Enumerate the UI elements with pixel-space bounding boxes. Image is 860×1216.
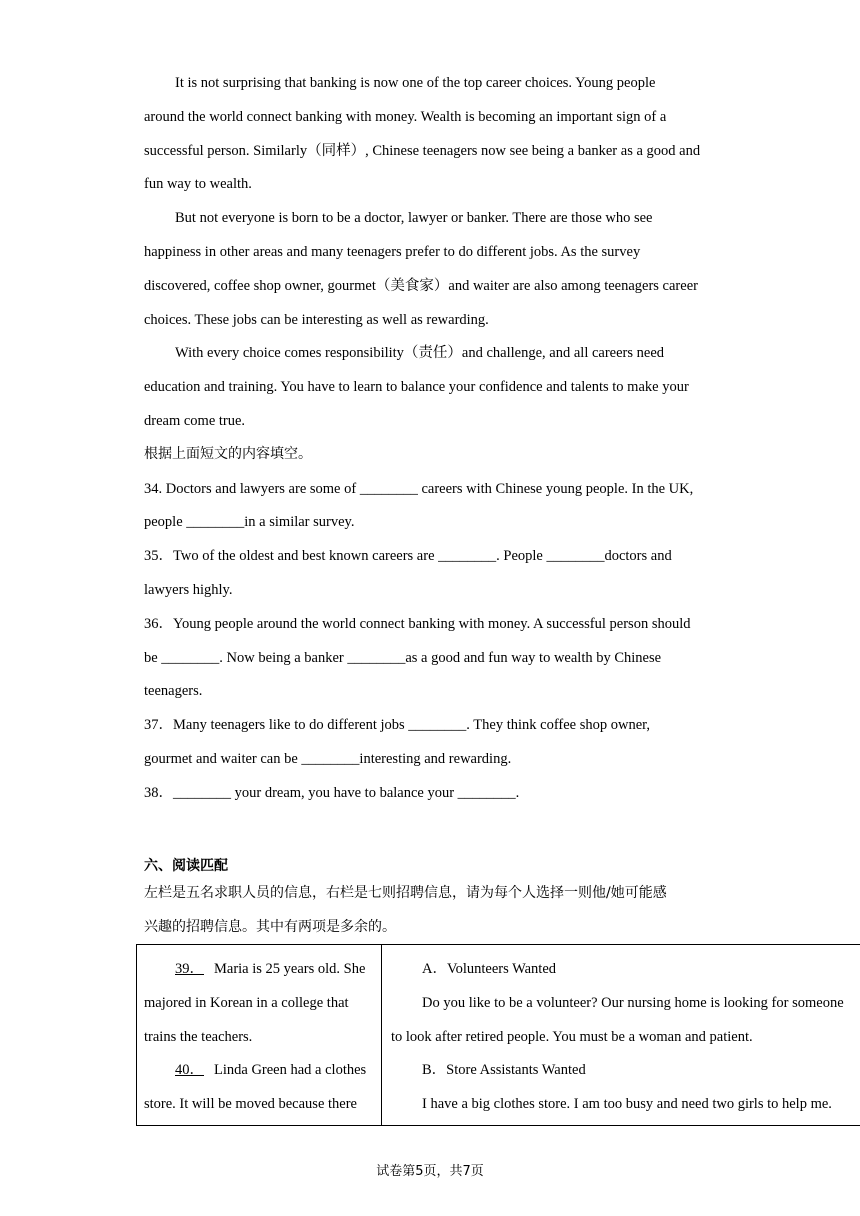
question-line: be ________. Now being a banker ________as a good and fun way to wealth by Chinese (144, 650, 662, 666)
passage-line: around the world connect banking with money. Wealth is becoming an important sign of a (144, 109, 667, 125)
question-line: 38．________ your dream, you have to balance your ________. (144, 785, 520, 801)
passage-line: But not everyone is born to be a doctor, lawyer or banker. There are those who see (175, 210, 653, 226)
fill-in-instruction: 根据上面短文的内容填空。 (144, 446, 312, 462)
question-line: gourmet and waiter can be ________interesting and rewarding. (144, 751, 512, 767)
job-ad-title: A．Volunteers Wanted (422, 961, 557, 977)
applicant-text: store. It will be moved because there (144, 1096, 357, 1112)
section-title: 六、阅读匹配 (144, 858, 228, 874)
passage-line: It is not surprising that banking is now one of the top career choices. Young people (175, 75, 656, 91)
job-ads-column (382, 945, 860, 1126)
applicant-text: Linda Green had a clothes (214, 1062, 367, 1078)
job-ad-text: to look after retired people. You must be a woman and patient. (391, 1029, 753, 1045)
question-line: 34. Doctors and lawyers are some of ________ careers with Chinese young people. In the UK, (144, 481, 694, 497)
applicant-text: majored in Korean in a college that (144, 995, 349, 1011)
job-ad-text: Do you like to be a volunteer? Our nursing home is looking for someone (422, 995, 844, 1011)
passage-line: successful person. Similarly（同样）, Chinese teenagers now see being a banker as a good and (144, 143, 701, 159)
passage-line: happiness in other areas and many teenagers prefer to do different jobs. As the survey (144, 244, 641, 260)
question-line: people ________in a similar survey. (144, 514, 355, 530)
passage-line: With every choice comes responsibility（责任）and challenge, and all careers need (175, 345, 665, 361)
job-ad-text: I have a big clothes store. I am too busy and need two girls to help me. (422, 1096, 832, 1112)
passage-line: choices. These jobs can be interesting as well as rewarding. (144, 312, 489, 328)
passage-line: fun way to wealth. (144, 176, 252, 192)
page-footer: 试卷第5页，共7页 (376, 1164, 484, 1179)
passage-line: education and training. You have to learn to balance your confidence and talents to make your (144, 379, 689, 395)
passage-line: dream come true. (144, 413, 246, 429)
question-number-40: 40． (175, 1062, 204, 1078)
question-number-39: 39． (175, 961, 204, 977)
question-line: 35．Two of the oldest and best known careers are ________. People ________doctors and (144, 548, 672, 564)
job-ad-title: B．Store Assistants Wanted (422, 1062, 586, 1078)
matching-table (136, 944, 860, 1126)
applicant-text: trains the teachers. (144, 1029, 253, 1045)
question-line: 36．Young people around the world connect banking with money. A successful person should (144, 616, 691, 632)
question-line: teenagers. (144, 683, 203, 699)
section-intro: 兴趣的招聘信息。其中有两项是多余的。 (144, 919, 396, 935)
question-line: lawyers highly. (144, 582, 233, 598)
applicants-column (137, 945, 382, 1126)
question-line: 37．Many teenagers like to do different jobs ________. They think coffee shop owner, (144, 717, 651, 733)
applicant-text: Maria is 25 years old. She (214, 961, 366, 977)
section-intro: 左栏是五名求职人员的信息，右栏是七则招聘信息，请为每个人选择一则他/她可能感 (144, 885, 667, 901)
passage-line: discovered, coffee shop owner, gourmet（美食家）and waiter are also among teenagers career (144, 278, 698, 294)
